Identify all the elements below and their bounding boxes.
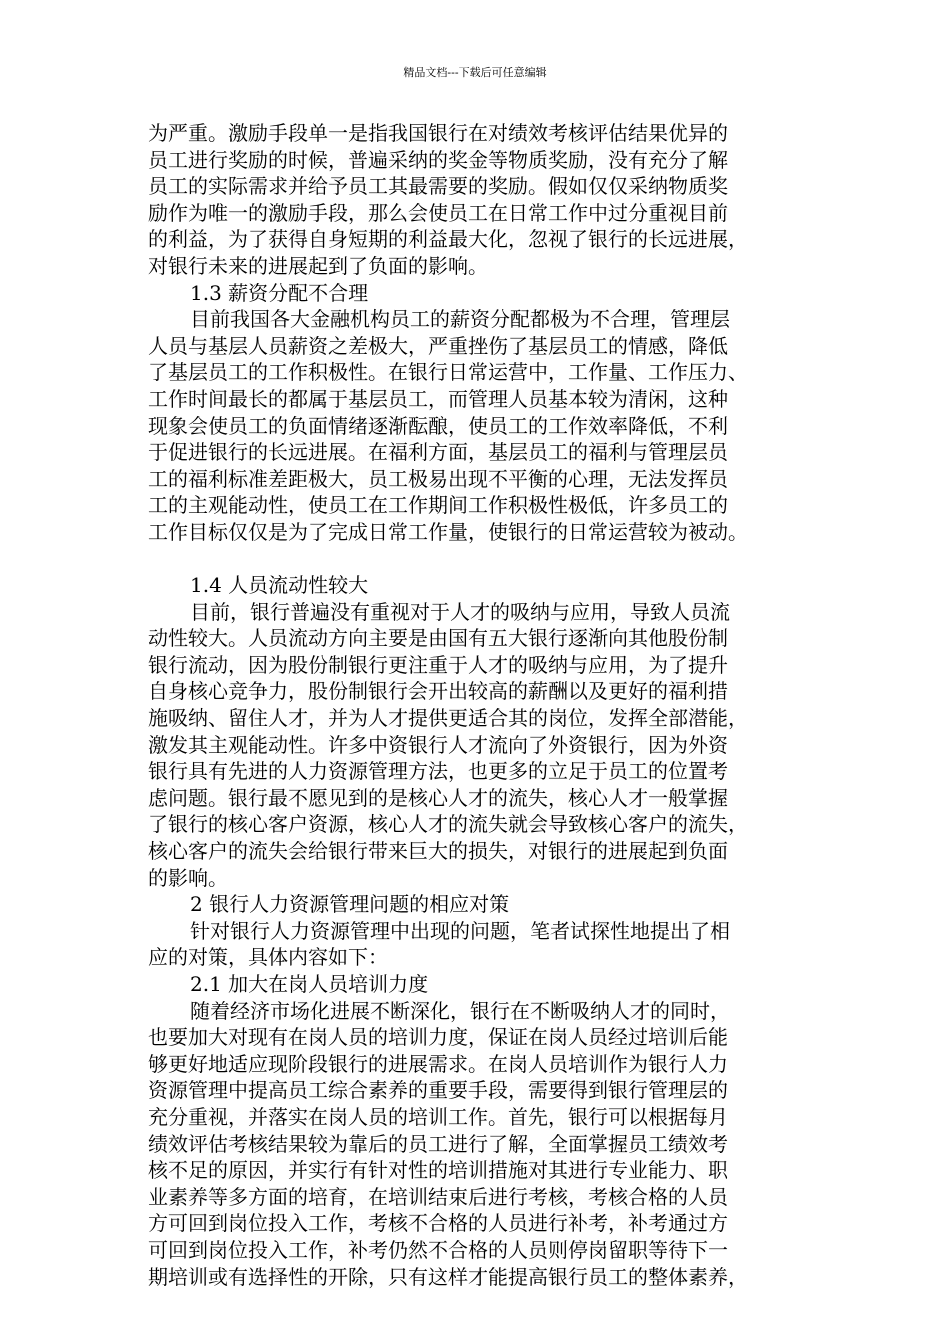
text-line: 随着经济市场化进展不断深化，银行在不断吸纳人才的同时， — [190, 998, 730, 1023]
text-line: 方可回到岗位投入工作，考核不合格的人员进行补考，补考通过方 — [148, 1211, 728, 1236]
text-line: 目前，银行普遍没有重视对于人才的吸纳与应用，导致人员流 — [190, 599, 730, 624]
text-line: 业素养等多方面的培育，在培训结束后进行考核，考核合格的人员 — [148, 1184, 728, 1209]
text-line: 应的对策，具体内容如下： — [148, 945, 388, 970]
text-line: 的影响。 — [148, 865, 228, 890]
text-line: 对银行未来的进展起到了负面的影响。 — [148, 253, 488, 278]
text-line: 了银行的核心客户资源，核心人才的流失就会导致核心客户的流失， — [148, 812, 748, 837]
text-line: 施吸纳、留住人才，并为人才提供更适合其的岗位，发挥全部潜能， — [148, 706, 748, 731]
text-line: 1.4 人员流动性较大 — [190, 573, 369, 598]
text-line: 为严重。激励手段单一是指我国银行在对绩效考核评估结果优异的 — [148, 121, 728, 145]
text-line: 银行具有先进的人力资源管理方法，也更多的立足于员工的位置考 — [148, 759, 728, 784]
text-line: 励作为唯一的激励手段，那么会使员工在日常工作中过分重视目前 — [148, 200, 728, 225]
text-line: 虑问题。银行最不愿见到的是核心人才的流失，核心人才一般掌握 — [148, 785, 728, 810]
text-line: 2 银行人力资源管理问题的相应对策 — [190, 892, 510, 917]
blank-line — [148, 546, 808, 573]
text-line: 员工的实际需求并给予员工其最需要的奖励。假如仅仅采纳物质奖 — [148, 174, 728, 199]
text-line: 了基层员工的工作积极性。在银行日常运营中，工作量、工作压力、 — [148, 360, 748, 385]
text-line: 目前我国各大金融机构员工的薪资分配都极为不合理，管理层 — [190, 307, 730, 332]
text-line: 工的福利标准差距极大，员工极易出现不平衡的心理，无法发挥员 — [148, 466, 728, 491]
text-line: 现象会使员工的负面情绪逐渐酝酿，使员工的工作效率降低，不利 — [148, 413, 728, 438]
page-header: 精品文档---下载后可任意编辑 — [403, 66, 547, 79]
text-line: 自身核心竞争力，股份制银行会开出较高的薪酬以及更好的福利措 — [148, 679, 728, 704]
text-line: 绩效评估考核结果较为靠后的员工进行了解，全面掌握员工绩效考 — [148, 1131, 728, 1156]
text-line: 核心客户的流失会给银行带来巨大的损失，对银行的进展起到负面 — [148, 839, 728, 864]
text-line: 工作时间最长的都属于基层员工，而管理人员基本较为清闲，这种 — [148, 386, 728, 411]
text-line: 够更好地适应现阶段银行的进展需求。在岗人员培训作为银行人力 — [148, 1051, 728, 1076]
text-line: 银行流动，因为股份制银行更注重于人才的吸纳与应用，为了提升 — [148, 652, 728, 677]
text-line: 的利益，为了获得自身短期的利益最大化，忽视了银行的长远进展， — [148, 227, 748, 252]
text-line: 充分重视，并落实在岗人员的培训工作。首先，银行可以根据每月 — [148, 1104, 728, 1129]
text-line: 于促进银行的长远进展。在福利方面，基层员工的福利与管理层员 — [148, 440, 728, 465]
text-line: 员工进行奖励的时候，普遍采纳的奖金等物质奖励，没有充分了解 — [148, 147, 728, 172]
text-line: 也要加大对现有在岗人员的培训力度，保证在岗人员经过培训后能 — [148, 1025, 728, 1050]
text-line: 激发其主观能动性。许多中资银行人才流向了外资银行，因为外资 — [148, 732, 728, 757]
text-line: 可回到岗位投入工作，补考仍然不合格的人员则停岗留职等待下一 — [148, 1237, 728, 1262]
text-line: 动性较大。人员流动方向主要是由国有五大银行逐渐向其他股份制 — [148, 626, 728, 651]
text-line: 工的主观能动性，使员工在工作期间工作积极性极低，许多员工的 — [148, 493, 728, 518]
text-line: 人员与基层人员薪资之差极大，严重挫伤了基层员工的情感，降低 — [148, 333, 728, 358]
text-line: 1.3 薪资分配不合理 — [190, 280, 369, 305]
text-line: 2.1 加大在岗人员培训力度 — [190, 972, 429, 996]
text-line: 针对银行人力资源管理中出现的问题，笔者试探性地提出了相 — [190, 918, 730, 943]
text-line: 工作目标仅仅是为了完成日常工作量，使银行的日常运营较为被动。 — [148, 519, 748, 544]
text-line: 核不足的原因，并实行有针对性的培训措施对其进行专业能力、职 — [148, 1158, 728, 1183]
text-line: 期培训或有选择性的开除，只有这样才能提高银行员工的整体素养， — [148, 1264, 748, 1289]
document-body — [148, 120, 808, 1290]
text-line: 资源管理中提高员工综合素养的重要手段，需要得到银行管理层的 — [148, 1078, 728, 1103]
